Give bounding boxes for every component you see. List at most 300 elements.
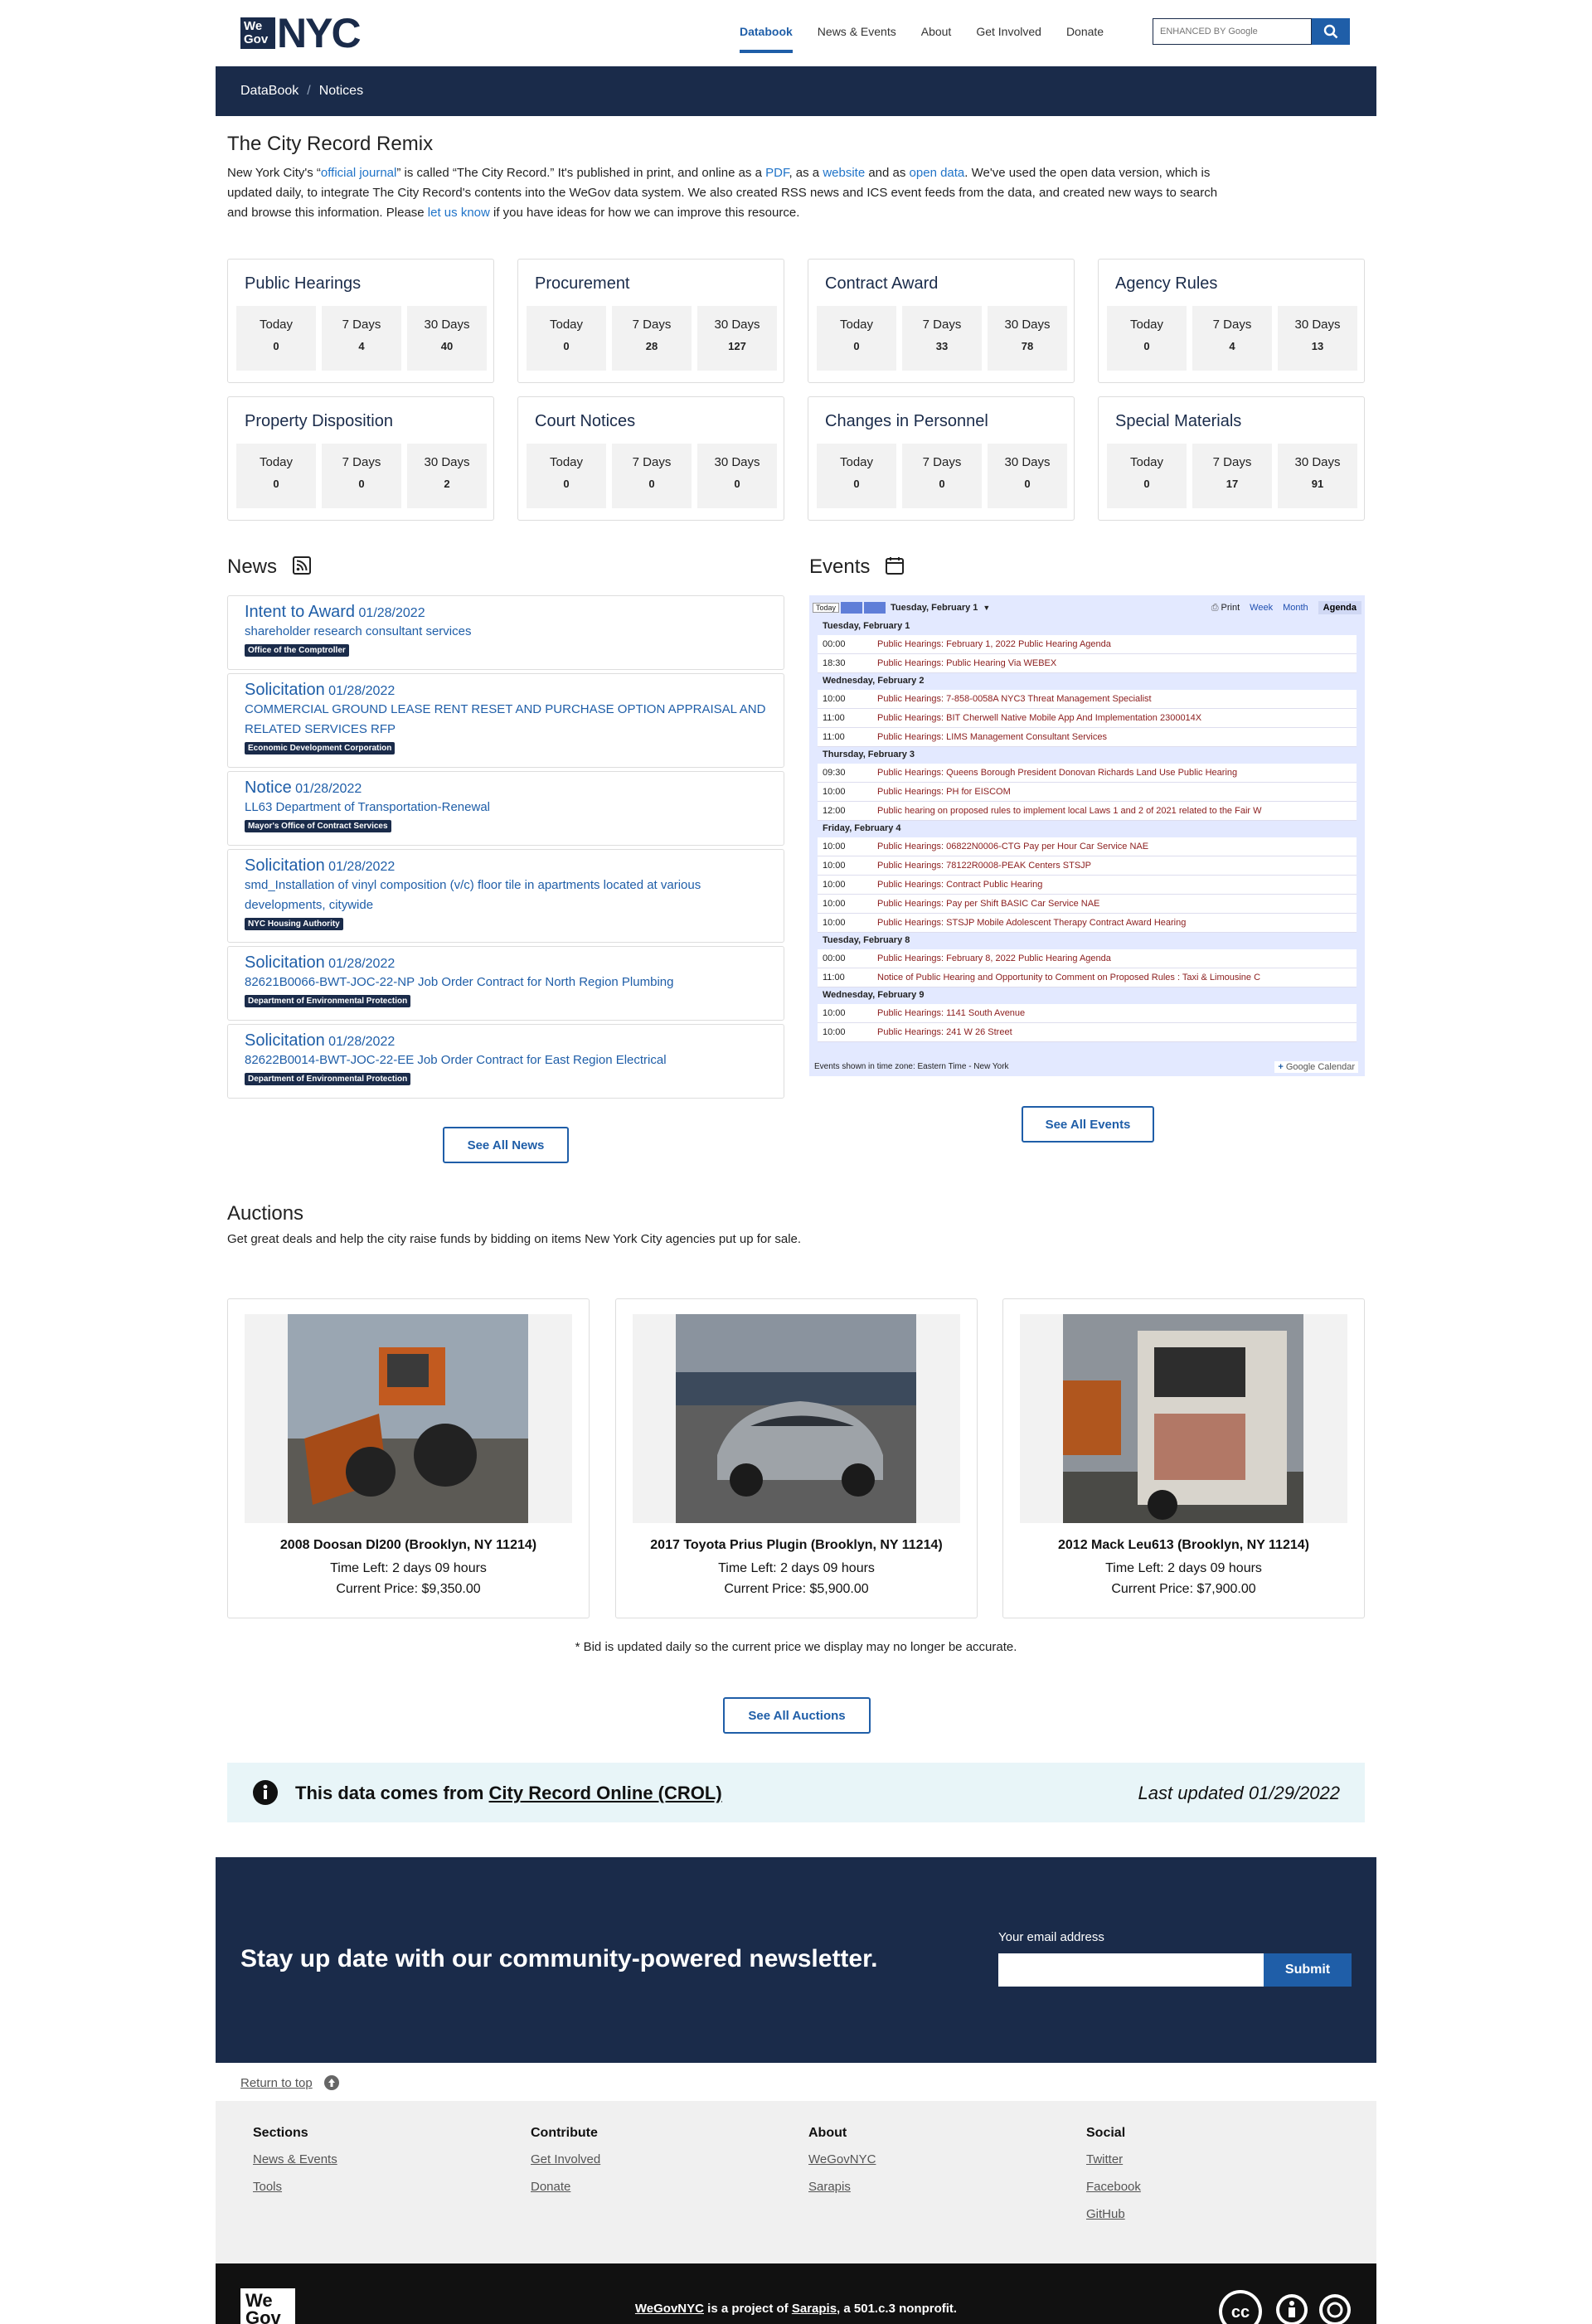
auction-image-truck[interactable] [1020, 1314, 1347, 1523]
news-item[interactable] [227, 771, 784, 846]
auction-image-car[interactable] [633, 1314, 960, 1523]
wegov-logo[interactable] [240, 10, 360, 56]
plus-icon: + [1278, 1062, 1284, 1072]
event-time: 09:30 [823, 768, 846, 778]
calendar-event[interactable] [818, 635, 1357, 654]
footer-column-heading: Social [1086, 2126, 1126, 2140]
stat-value: 0 [853, 340, 860, 352]
stat-value: 0 [648, 478, 655, 490]
stat-cells [1107, 444, 1363, 508]
agency-badge: Mayor's Office of Contract Services [245, 820, 391, 832]
news-item[interactable] [227, 1024, 784, 1099]
event-title[interactable]: Public Hearings: PH for EISCOM [877, 787, 1011, 797]
info-icon [252, 1779, 279, 1806]
event-title[interactable]: Public Hearings: February 8, 2022 Public Hearing Agenda [877, 953, 1111, 963]
event-time: 10:00 [823, 842, 846, 851]
stat-cell-7-days[interactable] [902, 306, 982, 371]
calendar-prev-button[interactable] [841, 602, 862, 614]
event-time: 11:00 [823, 713, 845, 723]
auction-price: Current Price: $9,350.00 [336, 1582, 481, 1596]
news-description[interactable]: COMMERCIAL GROUND LEASE RENT RESET AND PURCHASE OPTION APPRAISAL AND RELATED SERVICES RFP [245, 702, 766, 736]
stat-label: Today [1129, 318, 1164, 332]
stat-card[interactable] [517, 259, 784, 383]
stat-cells [527, 444, 783, 508]
stat-cells [817, 444, 1073, 508]
calendar-event[interactable] [818, 690, 1357, 709]
stat-label: 7 Days [1212, 455, 1252, 469]
stat-value: 0 [563, 340, 570, 352]
search-input[interactable] [1153, 18, 1312, 45]
auction-name[interactable]: 2017 Toyota Prius Plugin (Brooklyn, NY 11214) [650, 1538, 943, 1552]
stat-value: 4 [358, 340, 365, 352]
news-heading [227, 556, 311, 579]
event-time: 00:00 [823, 953, 846, 963]
footer-link[interactable]: News & Events [253, 2152, 337, 2166]
stat-label: Today [549, 318, 584, 332]
stat-cell-30-days[interactable] [697, 444, 777, 508]
stat-cell-7-days[interactable] [1192, 306, 1272, 371]
auction-card[interactable] [227, 1298, 590, 1618]
news-item[interactable] [227, 595, 784, 670]
breadcrumb [216, 66, 1376, 116]
calendar-next-button[interactable] [864, 602, 886, 614]
logo-box: We Gov [240, 17, 275, 49]
auction-card[interactable] [1002, 1298, 1365, 1618]
stat-card-title: Property Disposition [245, 412, 393, 430]
stat-cell-7-days[interactable] [612, 444, 692, 508]
event-title[interactable]: Public Hearings: Public Hearing Via WEBEX [877, 658, 1057, 668]
news-date: 01/28/2022 [295, 782, 362, 796]
stat-value: 0 [853, 478, 860, 490]
footer-bottom-bar [216, 2263, 1376, 2324]
auction-image-loader[interactable] [245, 1314, 572, 1523]
stat-cell-30-days[interactable] [407, 444, 487, 508]
footer-column-heading: About [808, 2126, 847, 2140]
calendar-event[interactable] [818, 783, 1357, 802]
stat-card-title: Public Hearings [245, 274, 362, 293]
calendar-day-header: Wednesday, February 9 [818, 987, 1357, 1004]
intro-text [227, 163, 1222, 223]
stat-cell-7-days[interactable] [902, 444, 982, 508]
event-title[interactable]: Public hearing on proposed rules to implement local Laws 1 and 2 of 2021 related to the Fair W [877, 806, 1262, 816]
calendar-agenda-list [818, 619, 1357, 1048]
footer-link[interactable]: Sarapis [808, 2180, 851, 2194]
stat-card-title: Agency Rules [1115, 274, 1218, 293]
newsletter-heading: Stay up date with our community-powered newsletter. [240, 1945, 878, 1972]
breadcrumb-separator: / [307, 84, 311, 98]
news-type[interactable]: Notice [245, 779, 292, 797]
auction-name[interactable]: 2008 Doosan Dl200 (Brooklyn, NY 11214) [279, 1538, 537, 1552]
data-source-bar [227, 1763, 1365, 1822]
news-description[interactable]: 82622B0014-BWT-JOC-22-EE Job Order Contract for East Region Electrical [245, 1053, 667, 1067]
stat-value: 91 [1311, 478, 1324, 490]
stat-label: 7 Days [922, 455, 962, 469]
event-title[interactable]: Notice of Public Hearing and Opportunity to Comment on Proposed Rules : Taxi & Limousine C [877, 973, 1261, 982]
stat-value: 0 [358, 478, 365, 490]
email-label: Your email address [998, 1930, 1104, 1944]
calendar-event[interactable] [818, 895, 1357, 914]
agency-badge: Department of Environmental Protection [245, 1073, 410, 1085]
footer-link[interactable]: Facebook [1086, 2180, 1141, 2194]
crol-link[interactable]: City Record Online (CROL) [488, 1783, 722, 1803]
stat-label: 7 Days [922, 318, 962, 332]
stat-cell-30-days[interactable] [988, 444, 1067, 508]
data-source-text [295, 1783, 722, 1804]
stat-cell-7-days[interactable] [322, 306, 401, 371]
site-header [216, 0, 1376, 66]
calendar-event[interactable] [818, 1004, 1357, 1023]
stat-value: 4 [1229, 340, 1235, 352]
nav-news-events[interactable]: News & Events [817, 25, 896, 38]
footer-column-heading: Sections [253, 2126, 308, 2140]
share-alike-icon[interactable] [1318, 2293, 1352, 2324]
intro-segment: and as [865, 166, 910, 180]
car-photo [676, 1314, 916, 1523]
stat-cells [236, 444, 493, 508]
nav-databook[interactable]: Databook [740, 25, 793, 53]
stat-card[interactable] [1098, 259, 1365, 383]
google-calendar-button[interactable] [1274, 1061, 1358, 1073]
event-time: 10:00 [823, 1027, 846, 1037]
calendar-event[interactable] [818, 728, 1357, 747]
intro-segment: New York City's “ [227, 166, 321, 180]
website-link[interactable]: website [823, 166, 866, 180]
calendar-event[interactable] [818, 802, 1357, 821]
footer-column-links [808, 2152, 876, 2194]
nav-donate[interactable]: Donate [1065, 25, 1104, 38]
stat-cell-30-days[interactable] [407, 306, 487, 371]
news-type[interactable]: Solicitation [245, 1031, 325, 1050]
calendar-event[interactable] [818, 876, 1357, 895]
news-title: News [227, 556, 278, 578]
calendar-day-header: Wednesday, February 2 [818, 673, 1357, 690]
news-description[interactable]: LL63 Department of Transportation-Renewal [245, 800, 491, 814]
stat-card-title: Court Notices [535, 412, 636, 430]
event-time: 11:00 [823, 973, 845, 982]
newsletter-band [216, 1857, 1376, 2063]
stat-value: 0 [1143, 478, 1150, 490]
data-source-prefix: This data comes from [295, 1783, 489, 1803]
event-time: 10:00 [823, 787, 846, 797]
auctions-title: Auctions [227, 1202, 304, 1225]
agency-badge: Office of the Comptroller [245, 644, 349, 657]
stat-label: Today [549, 455, 584, 469]
stat-value: 40 [440, 340, 454, 352]
auctions-subtitle: Get great deals and help the city raise funds by bidding on items New York City agencies put up for sale. [227, 1232, 802, 1246]
stat-cell-today[interactable] [1107, 444, 1187, 508]
events-heading [809, 556, 904, 579]
event-time: 00:00 [823, 639, 846, 649]
calendar-event[interactable] [818, 968, 1357, 987]
official-journal-link[interactable]: official journal [320, 166, 397, 180]
stat-cell-7-days[interactable] [322, 444, 401, 508]
stat-card[interactable] [517, 396, 784, 521]
news-type[interactable]: Solicitation [245, 681, 325, 699]
stat-cells [236, 306, 493, 371]
footer-column-heading: Contribute [531, 2126, 598, 2140]
news-type[interactable]: Solicitation [245, 856, 325, 875]
calendar-event[interactable] [818, 764, 1357, 783]
stat-value: 127 [728, 340, 746, 352]
event-time: 10:00 [823, 694, 846, 704]
stat-cells [1107, 306, 1363, 371]
stat-value: 28 [645, 340, 658, 352]
agency-badge: Economic Development Corporation [245, 742, 395, 754]
stat-value: 17 [1226, 478, 1239, 490]
news-item[interactable] [227, 946, 784, 1021]
event-time: 10:00 [823, 861, 846, 871]
event-time: 10:00 [823, 918, 846, 928]
stat-value: 2 [444, 478, 450, 490]
stat-cell-today[interactable] [236, 306, 316, 371]
stat-cell-today[interactable] [527, 444, 606, 508]
stat-value: 0 [1024, 478, 1031, 490]
svg-text:cc: cc [1230, 2303, 1250, 2322]
let-us-know-link[interactable]: let us know [427, 206, 490, 220]
footer-links [216, 2101, 1376, 2263]
event-title[interactable]: Public Hearings: 78122R0008-PEAK Centers STSJP [877, 861, 1092, 871]
email-field[interactable] [998, 1953, 1264, 1987]
news-date: 01/28/2022 [328, 684, 396, 698]
events-title: Events [809, 556, 871, 578]
arrow-up-icon [324, 2075, 339, 2090]
logo-nyc-text: NYC [277, 10, 360, 56]
stat-card-title: Contract Award [825, 274, 939, 293]
calendar-event[interactable] [818, 837, 1357, 856]
stat-value: 13 [1311, 340, 1324, 352]
stat-label: 7 Days [342, 318, 381, 332]
stat-label: 7 Days [632, 455, 672, 469]
calendar-day-header: Friday, February 4 [818, 821, 1357, 837]
auction-price: Current Price: $5,900.00 [724, 1582, 869, 1596]
event-title[interactable]: Public Hearings: Queens Borough President Donovan Richards Land Use Public Hearing [877, 768, 1238, 778]
stat-label: 7 Days [1212, 318, 1252, 332]
stat-value: 0 [273, 340, 279, 352]
stat-cell-today[interactable] [817, 306, 896, 371]
news-type[interactable]: Intent to Award [245, 603, 356, 621]
credit-text: , a 501.c.3 nonprofit. [837, 2302, 958, 2316]
footer-logo[interactable]: We Gov [240, 2288, 295, 2324]
stat-label: 7 Days [632, 318, 672, 332]
footer-column [1086, 2126, 1141, 2234]
see-all-events-button[interactable]: See All Events [1022, 1106, 1154, 1143]
see-all-auctions-button[interactable]: See All Auctions [723, 1697, 871, 1734]
stat-cell-30-days[interactable] [988, 306, 1067, 371]
intro-segment: if you have ideas for how we can improve this resource. [489, 206, 800, 220]
news-description[interactable]: shareholder research consultant services [245, 624, 472, 638]
pdf-link[interactable]: PDF [765, 166, 789, 180]
stat-cell-7-days[interactable] [1192, 444, 1272, 508]
footer-column [531, 2126, 600, 2207]
stat-cell-7-days[interactable] [612, 306, 692, 371]
calendar-day-header: Tuesday, February 1 [818, 619, 1357, 635]
stat-label: Today [259, 455, 294, 469]
stat-label: Today [839, 455, 874, 469]
stat-label: Today [1129, 455, 1164, 469]
chevron-down-icon[interactable]: ▼ [983, 604, 991, 612]
agency-badge: NYC Housing Authority [245, 918, 343, 930]
event-title[interactable]: Public Hearings: 06822N0006-CTG Pay per Hour Car Service NAE [877, 842, 1149, 851]
event-title[interactable]: Public Hearings: 1141 South Avenue [877, 1008, 1026, 1018]
calendar-print-link[interactable]: Print [1221, 603, 1240, 613]
nav-about[interactable]: About [920, 25, 952, 38]
news-item[interactable] [227, 673, 784, 768]
nav-get-involved[interactable]: Get Involved [976, 25, 1041, 38]
calendar-today-button[interactable]: Today [813, 603, 839, 613]
stat-card[interactable] [227, 259, 494, 383]
footer-link[interactable]: Twitter [1086, 2152, 1124, 2166]
main-nav [740, 25, 1128, 53]
stat-label: 30 Days [714, 455, 760, 469]
stat-card-title: Changes in Personnel [825, 412, 988, 430]
calendar-icon[interactable] [886, 556, 904, 575]
truck-photo [1063, 1314, 1303, 1523]
event-title[interactable]: Public Hearings: LIMS Management Consultant Services [877, 732, 1107, 742]
auction-time-left: Time Left: 2 days 09 hours [330, 1561, 487, 1575]
search-button[interactable] [1312, 18, 1350, 45]
footer-column-links [1086, 2152, 1141, 2221]
event-time: 10:00 [823, 880, 846, 890]
wegovnyc-link[interactable]: WeGovNYC [634, 2302, 704, 2316]
footer-link[interactable]: Tools [253, 2180, 283, 2194]
print-icon[interactable]: ⎙ [1211, 602, 1219, 613]
stat-cell-today[interactable] [1107, 306, 1187, 371]
event-title[interactable]: Public Hearings: 241 W 26 Street [877, 1027, 1012, 1037]
stat-label: 30 Days [714, 318, 760, 332]
calendar-event[interactable] [818, 1023, 1357, 1042]
stat-label: 30 Days [1004, 455, 1051, 469]
stat-card-title: Special Materials [1115, 412, 1242, 430]
event-time: 10:00 [823, 899, 846, 909]
intro-segment: , as a [789, 166, 823, 180]
footer-column-links [253, 2152, 337, 2194]
stat-card[interactable] [808, 259, 1075, 383]
auction-name[interactable]: 2012 Mack Leu613 (Brooklyn, NY 11214) [1058, 1538, 1309, 1552]
footer-link[interactable]: WeGovNYC [808, 2152, 876, 2166]
project-credit [216, 2302, 1376, 2316]
stat-label: 30 Days [1004, 318, 1051, 332]
stat-cells [527, 306, 783, 371]
news-date: 01/28/2022 [358, 606, 425, 620]
calendar-tab-month[interactable]: Month [1283, 603, 1308, 613]
event-title[interactable]: Public Hearings: STSJP Mobile Adolescent Therapy Contract Award Hearing [877, 918, 1187, 928]
calendar-event[interactable] [818, 949, 1357, 968]
calendar-event[interactable] [818, 709, 1357, 728]
see-all-news-button[interactable]: See All News [443, 1127, 569, 1163]
stat-label: 30 Days [424, 318, 470, 332]
news-date: 01/28/2022 [328, 860, 396, 874]
footer-link[interactable]: GitHub [1086, 2207, 1125, 2221]
return-to-top-label: Return to top [240, 2075, 313, 2090]
stat-label: 30 Days [1294, 318, 1341, 332]
google-calendar-label: Google Calendar [1285, 1062, 1355, 1072]
breadcrumb-databook[interactable]: DataBook [240, 84, 299, 98]
event-time: 18:30 [823, 658, 846, 668]
stat-card[interactable] [1098, 396, 1365, 521]
submit-button[interactable]: Submit [1264, 1953, 1352, 1987]
calendar-event[interactable] [818, 856, 1357, 876]
event-title[interactable]: Public Hearings: February 1, 2022 Public Hearing Agenda [877, 639, 1111, 649]
stat-label: 7 Days [342, 455, 381, 469]
stat-card[interactable] [808, 396, 1075, 521]
auctions-note: * Bid is updated daily so the current price we display may no longer be accurate. [575, 1640, 1017, 1654]
calendar-event[interactable] [818, 914, 1357, 933]
stat-cell-30-days[interactable] [1278, 444, 1357, 508]
stat-value: 0 [273, 478, 279, 490]
calendar-tab-agenda[interactable]: Agenda [1318, 601, 1361, 614]
stat-value: 33 [935, 340, 949, 352]
rss-icon[interactable] [293, 556, 311, 575]
sarapis-link[interactable]: Sarapis [791, 2302, 837, 2316]
footer-column [808, 2126, 876, 2207]
site-search [1153, 18, 1350, 45]
stat-value: 78 [1021, 340, 1034, 352]
agency-badge: Department of Environmental Protection [245, 995, 410, 1007]
auction-price: Current Price: $7,900.00 [1111, 1582, 1256, 1596]
event-title[interactable]: Public Hearings: BIT Cherwell Native Mobile App And Implementation 2300014X [877, 713, 1202, 723]
creative-commons-icon[interactable] [1217, 2288, 1264, 2324]
calendar-view-tabs [1211, 601, 1361, 614]
event-title[interactable]: Public Hearings: Contract Public Hearing [877, 880, 1043, 890]
event-time: 12:00 [823, 806, 846, 816]
news-item[interactable] [227, 849, 784, 943]
calendar-timezone-note: Events shown in time zone: Eastern Time - New York [814, 1062, 1009, 1071]
page-title: The City Record Remix [227, 133, 434, 155]
stat-cell-30-days[interactable] [1278, 306, 1357, 371]
stat-cells [817, 306, 1073, 371]
return-to-top-link[interactable] [240, 2075, 339, 2090]
calendar-current-date[interactable]: Tuesday, February 1 [891, 603, 978, 613]
stat-label: Today [259, 318, 294, 332]
credit-text: is a project of [703, 2302, 792, 2316]
events-calendar [809, 595, 1365, 1076]
news-type[interactable]: Solicitation [245, 953, 325, 972]
intro-segment: . We've used the open data version, which is updated daily, to integrate The City Record's contents into the WeGov data system. We also created RSS news and ICS event feeds from the data, and created new ways to search and browse this information. Please [227, 166, 1218, 220]
stat-cell-today[interactable] [817, 444, 896, 508]
stat-card[interactable] [227, 396, 494, 521]
calendar-tab-week[interactable]: Week [1250, 603, 1274, 613]
stat-value: 0 [1143, 340, 1150, 352]
stat-cell-today[interactable] [527, 306, 606, 371]
intro-segment: ” is called “The City Record.” It's published in print, and online as a [396, 166, 766, 180]
footer-link[interactable]: Get Involved [531, 2152, 601, 2166]
loader-photo [288, 1314, 528, 1523]
auction-time-left: Time Left: 2 days 09 hours [718, 1561, 875, 1575]
stat-cell-today[interactable] [236, 444, 316, 508]
calendar-day-header: Thursday, February 3 [818, 747, 1357, 764]
stat-cell-30-days[interactable] [697, 306, 777, 371]
footer-link[interactable]: Donate [531, 2180, 571, 2194]
auction-card[interactable] [615, 1298, 978, 1618]
event-time: 11:00 [823, 732, 845, 742]
stat-label: 30 Days [1294, 455, 1341, 469]
search-icon [1323, 24, 1338, 39]
stat-value: 0 [734, 478, 740, 490]
news-description[interactable]: 82621B0066-BWT-JOC-22-NP Job Order Contract for North Region Plumbing [245, 975, 674, 989]
last-updated: Last updated 01/29/2022 [1138, 1783, 1340, 1803]
attribution-icon[interactable] [1275, 2293, 1308, 2324]
news-date: 01/28/2022 [328, 957, 396, 971]
calendar-day-header: Tuesday, February 8 [818, 933, 1357, 949]
event-title[interactable]: Public Hearings: 7-858-0058A NYC3 Threat Management Specialist [877, 694, 1152, 704]
open-data-link[interactable]: open data [909, 166, 965, 180]
news-description[interactable]: smd_Installation of vinyl composition (v/c) floor tile in apartments located at various developments, citywide [245, 878, 701, 912]
calendar-event[interactable] [818, 654, 1357, 673]
news-date: 01/28/2022 [328, 1035, 396, 1049]
stat-label: 30 Days [424, 455, 470, 469]
event-title[interactable]: Public Hearings: Pay per Shift BASIC Car Service NAE [877, 899, 1100, 909]
calendar-toolbar [813, 600, 1361, 615]
